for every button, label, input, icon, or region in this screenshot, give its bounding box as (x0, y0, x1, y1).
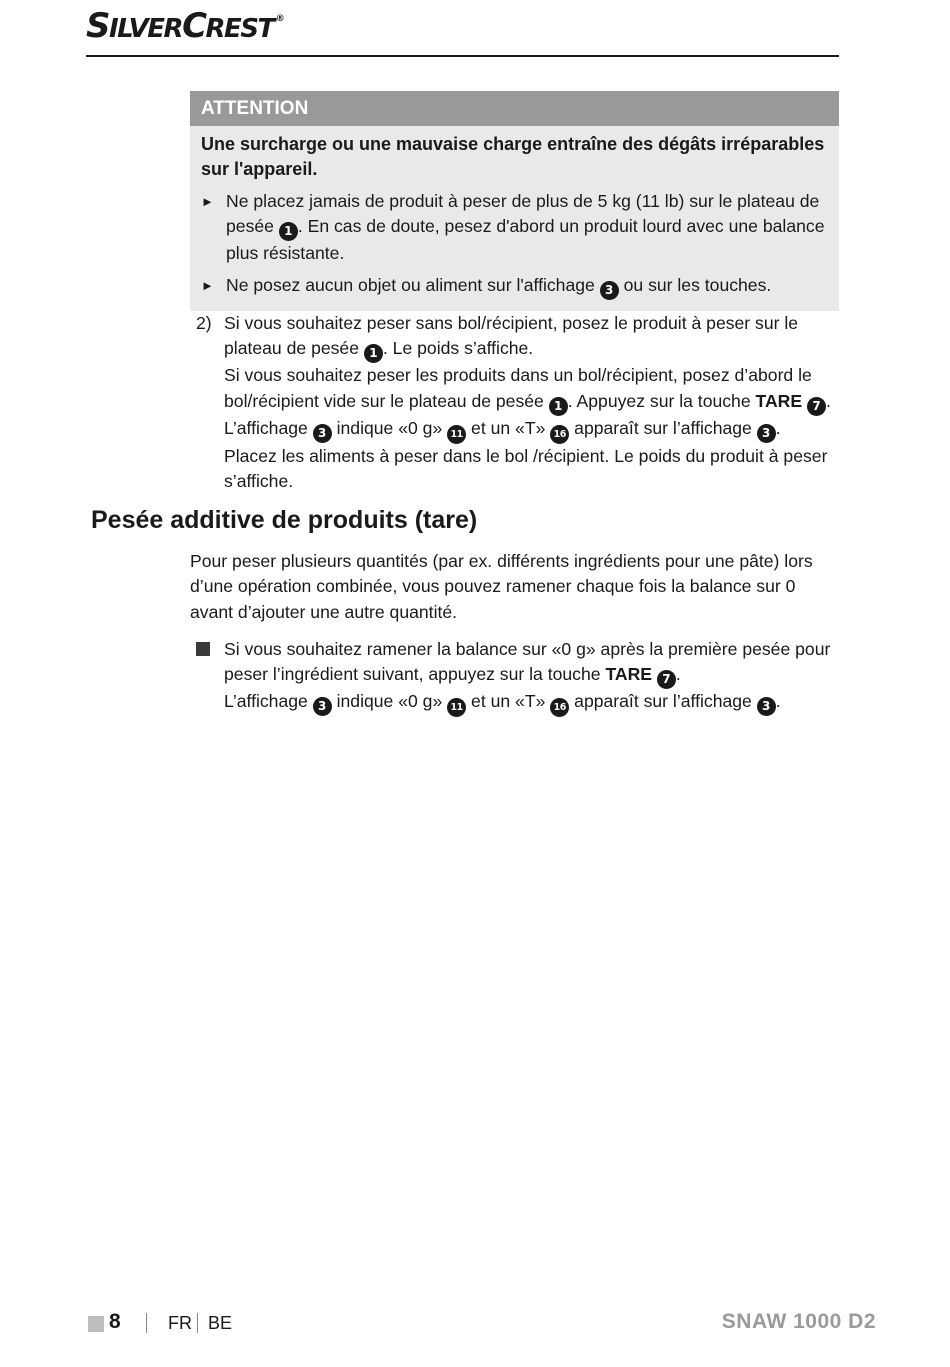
bullet-text (224, 637, 841, 717)
page-number: 8 (109, 1310, 121, 1333)
bullet-line: L’affichage 3 indique «0 g» 11 et un «T» 16 apparaît sur l’affichage 3 . (224, 689, 841, 717)
tare-key-label: TARE (605, 664, 653, 685)
step-text (224, 311, 841, 494)
square-bullet-icon (196, 642, 210, 656)
ref-marker: 1 (279, 222, 298, 241)
attention-label: ATTENTION (190, 91, 839, 126)
arrow-right-icon: ► (201, 278, 214, 293)
step-number: 2) (196, 313, 212, 333)
header-rule (86, 55, 839, 57)
attention-box (190, 91, 839, 311)
language-code: FR (168, 1313, 192, 1333)
page-footer (86, 1310, 876, 1340)
step-line: Si vous souhaitez peser sans bol/récipient, posez le produit à peser sur le plateau de pesée 1 . Le poids s’affiche. (224, 311, 841, 363)
bullet-line: Si vous souhaitez ramener la balance sur «0 g» après la première pesée pour peser l’ingrédient suivant, appuyez sur la touche TARE 7 . (224, 637, 841, 689)
arrow-right-icon: ► (201, 194, 214, 209)
step-2 (196, 311, 841, 494)
ref-marker: 3 (313, 424, 332, 443)
ref-marker: 3 (313, 697, 332, 716)
bullet-item (196, 637, 841, 717)
warning-item: ► Ne placez jamais de produit à peser de plus de 5 kg (11 lb) sur le plateau de pesée 1 . En cas de doute, pesez d'abord un produit lourd avec une balance plus résistante. (201, 191, 825, 263)
footer-divider (197, 1313, 198, 1333)
ref-marker: 3 (757, 697, 776, 716)
language-code: BE (208, 1313, 233, 1333)
ref-marker: 3 (757, 424, 776, 443)
ref-marker: 3 (600, 281, 619, 300)
ref-marker: 11 (447, 425, 466, 444)
ref-marker: 7 (807, 397, 826, 416)
step-line: L’affichage 3 indique «0 g» 11 et un «T» 16 apparaît sur l’affichage 3 . (224, 416, 841, 444)
attention-lead: Une surcharge ou une mauvaise charge entraîne des dégâts irréparables sur l'appareil. (201, 134, 825, 179)
ref-marker: 7 (657, 670, 676, 689)
footer-divider (146, 1313, 147, 1333)
step-line: Si vous souhaitez peser les produits dans un bol/récipient, posez d’abord le bol/récipient vide sur le plateau de pesée 1 . Appuyez sur la touche TARE 7 . (224, 363, 841, 415)
silvercrest-logo: SILVERCREST ® (86, 6, 284, 46)
model-number: SNAW 1000 D2 (721, 1310, 876, 1333)
tare-key-label: TARE (755, 390, 803, 411)
ref-marker: 1 (549, 397, 568, 416)
ref-marker: 16 (550, 698, 569, 717)
warning-item: ► Ne posez aucun objet ou aliment sur l'affichage 3 ou sur les touches. (201, 273, 831, 300)
ref-marker: 11 (447, 698, 466, 717)
ref-marker: 1 (364, 344, 383, 363)
ref-marker: 16 (550, 425, 569, 444)
step-line: Placez les aliments à peser dans le bol /récipient. Le poids du produit à peser s’affiche. (224, 445, 828, 491)
footer-square-icon (88, 1316, 104, 1332)
section-intro: Pour peser plusieurs quantités (par ex. différents ingrédients pour une pâte) lors d’une opération combinée, vous pouvez ramener chaque fois la balance sur 0 avant d’ajouter une autre quantité. (190, 551, 813, 622)
attention-body (190, 126, 839, 311)
section-title: Pesée additive de produits (tare) (91, 506, 478, 534)
